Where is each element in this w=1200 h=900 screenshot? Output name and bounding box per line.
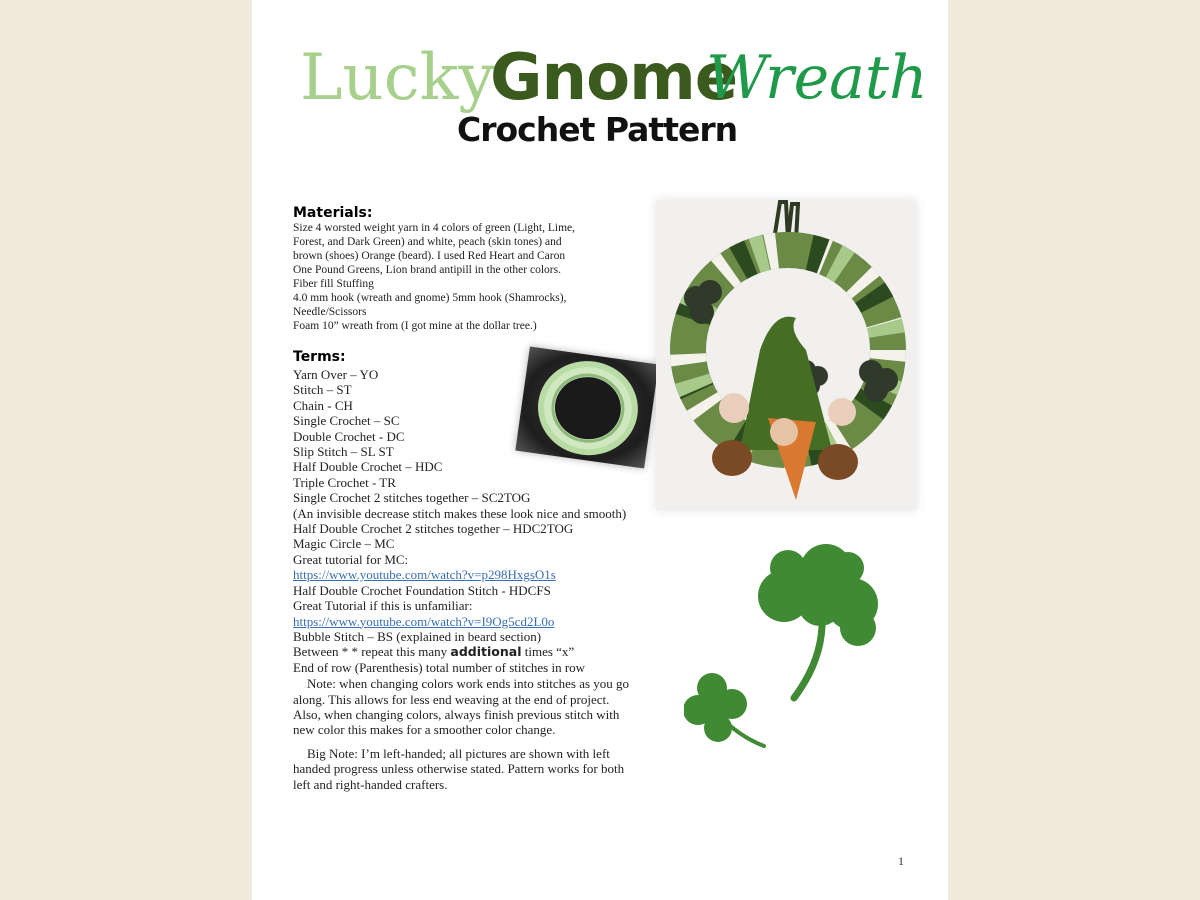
term-line: (An invisible decrease stitch makes these look nice and smooth) xyxy=(293,505,627,521)
term-line: End of row (Parenthesis) total number of stitches in row xyxy=(293,659,586,675)
term-line: Great Tutorial if this is unfamiliar: xyxy=(293,598,473,614)
pattern-page xyxy=(252,0,948,900)
repeat-note-pre: Between * * repeat this many xyxy=(293,644,451,660)
title-word-wreath: Wreath xyxy=(706,43,928,113)
term-line: Single Crochet 2 stitches together – SC2TOG xyxy=(293,490,531,506)
materials-line: Forest, and Dark Green) and white, peach (skin tones) and xyxy=(293,236,562,248)
gnome-wreath-image xyxy=(656,200,916,510)
materials-line: brown (shoes) Orange (beard). I used Red Heart and Caron xyxy=(293,250,566,262)
title-word-gnome: Gnome xyxy=(490,41,738,115)
materials-line: Needle/Scissors xyxy=(293,306,367,318)
term-line: Stitch – ST xyxy=(293,382,352,398)
term-line: Double Crochet - DC xyxy=(293,428,405,444)
term-line: Yarn Over – YO xyxy=(293,367,379,382)
term-line: Magic Circle – MC xyxy=(293,536,395,552)
wreath-photo xyxy=(656,200,916,510)
term-line: Triple Crochet - TR xyxy=(293,474,396,490)
term-line: Half Double Crochet 2 stitches together – HDC2TOG xyxy=(293,521,574,537)
term-line: Slip Stitch – SL ST xyxy=(293,444,394,460)
repeat-note-post: times “x” xyxy=(521,644,575,660)
repeat-note xyxy=(293,644,638,659)
hdcfs-tutorial-link[interactable]: https://www.youtube.com/watch?v=I9Og5cd2L0o xyxy=(293,613,555,629)
page-subtitle: Crochet Pattern xyxy=(457,110,738,149)
title-word-lucky: Lucky xyxy=(300,41,495,115)
materials-line: Size 4 worsted weight yarn in 4 colors of green (Light, Lime, xyxy=(293,222,575,234)
terms-heading: Terms: xyxy=(293,349,346,365)
materials-section xyxy=(293,205,653,333)
materials-heading: Materials: xyxy=(293,205,373,221)
page-number: 1 xyxy=(898,854,904,868)
materials-line: Foam 10” wreath from (I got mine at the dollar tree.) xyxy=(293,320,537,332)
term-line: Single Crochet – SC xyxy=(293,413,400,429)
color-change-note: Note: when changing colors work ends into stitches as you go along. This allows for less end weaving at the end of project. Also, when changing colors, always finish previous stitch with new color this makes for a smoother color change. xyxy=(293,676,630,738)
term-line: Chain - CH xyxy=(293,397,353,413)
term-line: Bubble Stitch – BS (explained in beard section) xyxy=(293,628,542,644)
materials-line: 4.0 mm hook (wreath and gnome) 5mm hook (Shamrocks), xyxy=(293,292,567,304)
foam-ring-photo xyxy=(515,346,658,468)
term-line: Half Double Crochet Foundation Stitch - HDCFS xyxy=(293,582,551,598)
materials-line: Fiber fill Stuffing xyxy=(293,278,374,290)
left-handed-note: Big Note: I’m left-handed; all pictures are shown with left handed progress unless otherwise stated. Pattern works for both left and right-handed crafters. xyxy=(293,745,625,792)
small-shamrock-icon xyxy=(684,670,774,755)
foam-ring-image xyxy=(515,346,658,468)
term-line: Half Double Crochet – HDC xyxy=(293,459,443,475)
materials-line: One Pound Greens, Lion brand antipill in the other colors. xyxy=(293,264,561,276)
page-title xyxy=(252,38,948,118)
mc-tutorial-link[interactable]: https://www.youtube.com/watch?v=p298HxgsO1s xyxy=(293,567,556,583)
term-line: Great tutorial for MC: xyxy=(293,551,409,567)
repeat-note-bold: additional xyxy=(450,644,522,660)
